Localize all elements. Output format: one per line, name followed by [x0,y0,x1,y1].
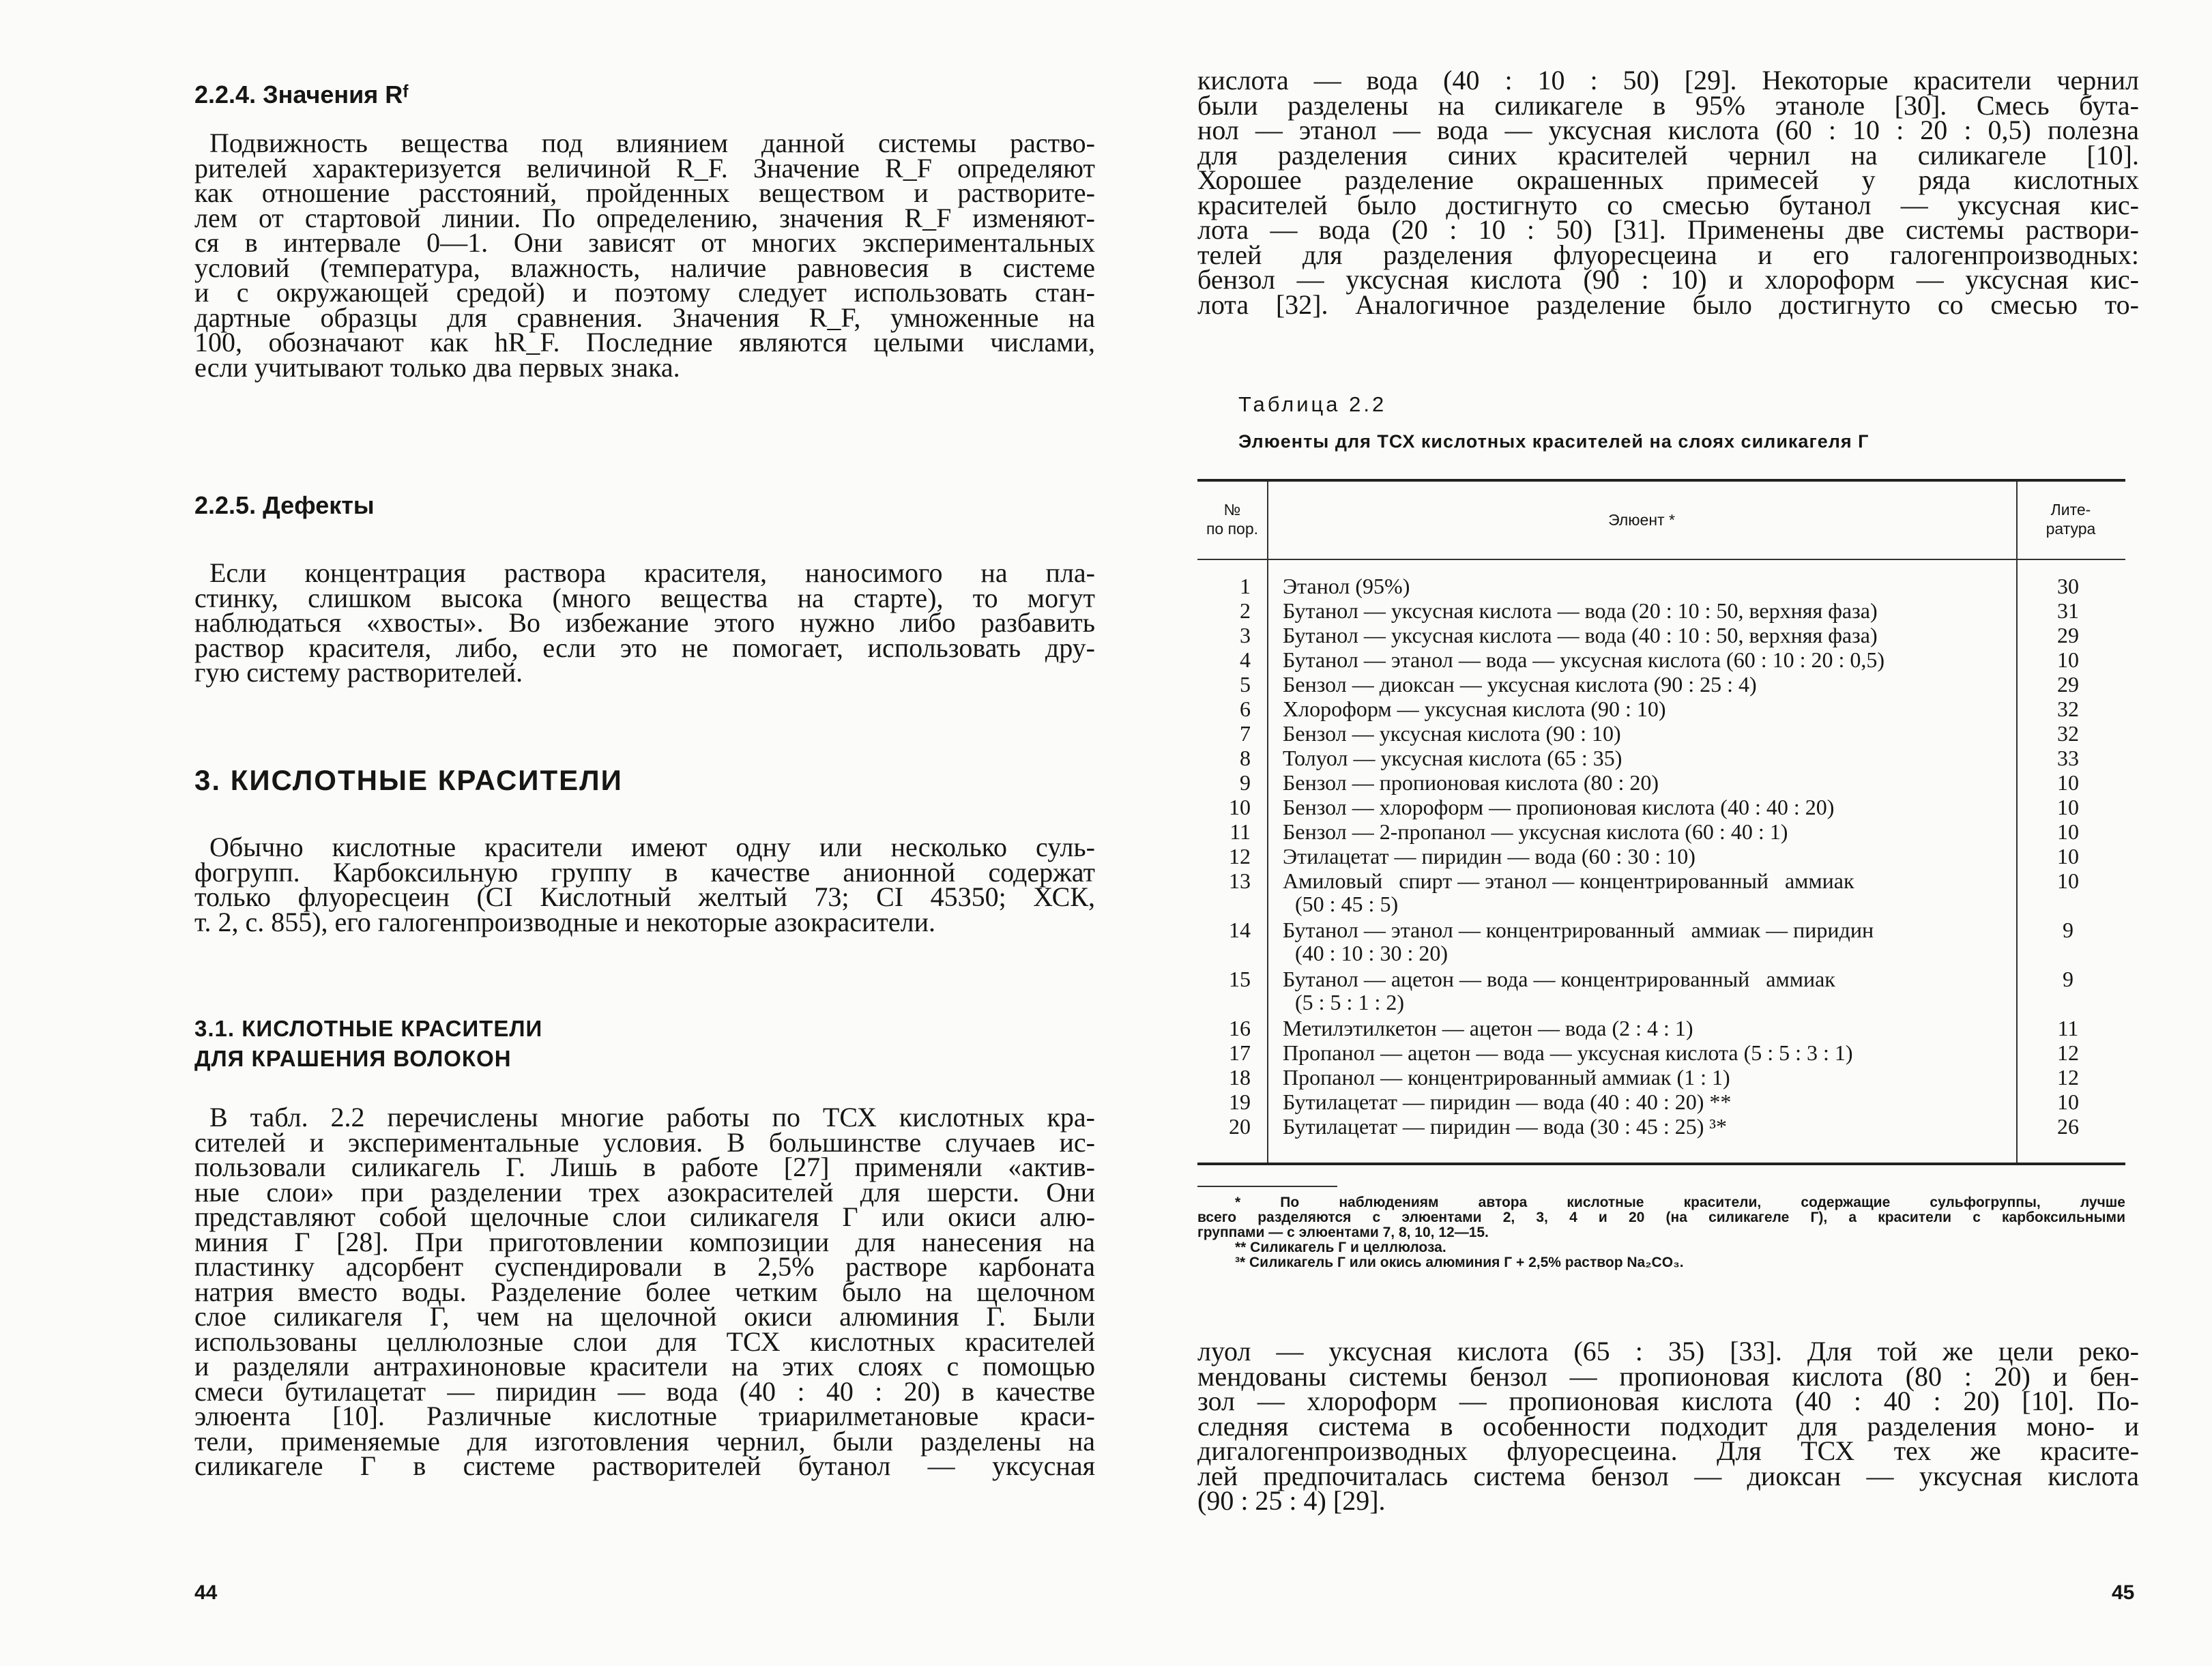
row-number: 7 [1240,721,1251,746]
text-line: гую систему растворителей. [194,657,523,688]
text-line: кислота — вода (40 : 10 : 50) [29]. Некоторые красители чернил [1197,65,2139,96]
row-number: 4 [1240,647,1251,672]
row-eluent-line-1: Этанол (95%) [1283,574,1410,598]
right-top-text [1197,65,2139,320]
table-col-divider-2 [2016,482,2018,1163]
text-line: лота [32]. Аналогичное разделение было достигнуто со смесью то- [1197,289,2139,320]
row-number: 20 [1229,1114,1251,1139]
row-eluent [1283,1017,1985,1040]
text-line: смеси бутилацетат — пиридин — вода (40 : 40 : 20) в качестве [194,1375,1095,1407]
row-number: 12 [1229,844,1251,868]
row-eluent [1283,624,1985,647]
header-number-line-2: по пор. [1206,520,1259,538]
header-reference-line-1: Лите- [2050,501,2091,518]
row-eluent-line-1: Бензол — пропионовая кислота (80 : 20) [1283,770,1659,795]
row-reference: 32 [2057,697,2079,721]
left-page [194,0,1095,1666]
header-reference [2016,500,2125,538]
row-eluent [1283,820,1985,843]
chapter-3-text [194,832,1095,937]
row-reference: 9 [2063,918,2073,942]
row-eluent [1283,746,1985,770]
row-eluent [1283,795,1985,819]
section-2-2-4-title: 2.2.4. Значения Rᶠ [194,81,409,108]
text-line: наблюдаться «хвосты». Во избежание этого нужно либо разбавить [194,607,1095,638]
header-eluent: Элюент * [1608,511,1675,529]
text-line: рителей характеризуется величиной R_F. Значение R_F определяют [194,152,1095,184]
text-line: В табл. 2.2 перечислены многие работы по ТСХ кислотных кра- [209,1102,1095,1132]
table-col-divider-1 [1267,482,1268,1163]
text-line: пользовали силикагель Г. Лишь в работе [27] применяли «актив- [194,1152,1095,1182]
section-2-2-4-text [194,128,1095,383]
text-line: телей для разделения флуоресцеина и его галогенпроизводных: [1197,239,2139,270]
row-eluent-line-1: Хлороформ — уксусная кислота (90 : 10) [1283,697,1666,721]
row-number: 16 [1229,1016,1251,1040]
text-line: раствор красителя, либо, если это не помогает, использовать дру- [194,632,1095,663]
right-page [1197,0,2139,1666]
text-line: миния Г [28]. При приготовлении композиции для нанесения на [194,1226,1095,1257]
text-line: Хорошее разделение окрашенных примесей у ряда кислотных [1197,164,2139,195]
row-number: 5 [1240,672,1251,697]
row-eluent [1283,648,1985,671]
text-line: и разделяли антрахиноновые красители на этих слоях с помощью [194,1351,1095,1382]
text-line: (90 : 25 : 4) [29]. [1197,1485,1386,1516]
section-2-2-5-text [194,557,1095,688]
text-line: были разделены на силикагеле в 95% этаноле [30]. Смесь бута- [1197,89,2139,121]
row-number: 8 [1240,746,1251,770]
row-number: 14 [1229,918,1251,942]
row-eluent [1283,869,1985,916]
row-reference: 10 [2057,795,2079,819]
row-eluent-line-1: Бутанол — уксусная кислота — вода (20 : 10 : 50, верхняя фаза) [1283,598,1878,623]
text-line: зол — хлороформ — пропионовая кислота (40 : 40 : 20) [10]. По- [1197,1386,2139,1416]
row-eluent-line-2: (5 : 5 : 1 : 2) [1295,990,1404,1014]
row-number: 13 [1229,868,1251,893]
text-line: силикагеле Г в системе растворителей бутанол — уксусная [194,1450,1095,1481]
row-eluent-line-1: Бензол — хлороформ — пропионовая кислота (40 : 40 : 20) [1283,795,1835,819]
row-eluent-line-1: Бутилацетат — пиридин — вода (40 : 40 : 20) ** [1283,1090,1732,1114]
row-eluent [1283,845,1985,868]
table-header-rule [1197,559,2125,560]
row-eluent [1283,1041,1985,1064]
row-reference: 10 [2057,819,2079,844]
row-eluent-line-1: Бутанол — этанол — концентрированный аммиак — пиридин [1283,918,1874,942]
row-reference: 10 [2057,1090,2079,1114]
text-line: только флуоресцеин (CI Кислотный желтый 73; CI 45350; ХСК, [194,881,1095,912]
text-line: луол — уксусная кислота (65 : 35) [33]. Для той же цели реко- [1197,1336,2139,1367]
section-3-1-title [194,1014,542,1074]
row-reference: 10 [2057,647,2079,672]
text-line: натрия вместо воды. Разделение более четким было на щелочном [194,1276,1095,1307]
section-2-2-5-title: 2.2.5. Дефекты [194,491,375,519]
text-line: условий (температура, влажность, наличие равновесия в системе [194,252,1095,283]
row-eluent-line-2: (40 : 10 : 30 : 20) [1295,941,1448,965]
row-reference: 10 [2057,770,2079,795]
row-reference: 29 [2057,623,2079,647]
row-reference: 10 [2057,844,2079,868]
row-eluent [1283,771,1985,794]
row-eluent [1283,967,1985,1014]
row-eluent-line-1: Толуол — уксусная кислота (65 : 35) [1283,746,1622,770]
row-reference: 10 [2057,868,2079,893]
row-eluent-line-1: Бутанол — уксусная кислота — вода (40 : 10 : 50, верхняя фаза) [1283,623,1878,647]
row-eluent [1283,1115,1985,1138]
row-number: 1 [1240,574,1251,598]
section-3-1-title-line-1: 3.1. КИСЛОТНЫЕ КРАСИТЕЛИ [194,1016,543,1041]
row-number: 18 [1229,1065,1251,1090]
row-eluent [1283,918,1985,965]
text-line: ные слои» при разделении трех азокрасителей для шерсти. Они [194,1176,1095,1208]
row-eluent-line-1: Амиловый спирт — этанол — концентрированный аммиак [1283,868,1854,893]
text-line: если учитывают только два первых знака. [194,351,680,383]
text-line: мендованы системы бензол — пропионовая кислота (80 : 20) и бен- [1197,1360,2139,1392]
row-eluent-line-1: Бутанол — ацетон — вода — концентрированный аммиак [1283,967,1835,991]
table-note: * По наблюдениям автора кислотные красители, содержащие сульфогруппы, лучше [1235,1195,2125,1210]
chapter-3-title: 3. КИСЛОТНЫЕ КРАСИТЕЛИ [194,764,623,796]
text-line: лота — вода (20 : 10 : 50) [31]. Применены две системы раствори- [1197,214,2139,245]
row-reference: 9 [2063,967,2073,991]
row-number: 15 [1229,967,1251,991]
table-notes [1197,1195,2125,1270]
row-reference: 11 [2057,1016,2079,1040]
row-number: 10 [1229,795,1251,819]
text-line: дигалогенпроизводных флуоресцеина. Для ТСХ тех же красите- [1197,1435,2139,1466]
text-line: Обычно кислотные красители имеют одну или несколько суль- [209,832,1095,862]
text-line: бензол — уксусная кислота (90 : 10) и хлороформ — уксусная кис- [1197,264,2139,295]
text-line: ся в интервале 0—1. Они зависят от многих экспериментальных [194,227,1095,258]
text-line: лей предпочиталась система бензол — диоксан — уксусная кислота [1197,1460,2139,1491]
header-reference-line-2: ратура [2046,520,2096,538]
row-number: 9 [1240,770,1251,795]
row-number: 17 [1229,1040,1251,1065]
text-line: следняя система в особенности подходит для разделения моно- и [1197,1410,2139,1442]
table-note: ³* Силикагель Г или окись алюминия Г + 2,5% раствор Na₂CO₃. [1235,1255,1684,1270]
header-number [1197,500,1267,538]
text-line: 100, обозначают как hR_F. Последние являются целыми числами, [194,327,1095,357]
row-reference: 33 [2057,746,2079,770]
page-number-left: 44 [194,1581,218,1604]
table-note: всего разделяются с элюентами 2, 3, 4 и 20 (на силикагеле Г), а красители с карбоксильными [1197,1210,2125,1225]
text-line: Подвижность вещества под влиянием данной системы раство- [209,128,1095,158]
table-title: Элюенты для ТСХ кислотных красителей на слоях силикагеля Г [1238,431,1869,452]
text-line: дартные образцы для сравнения. Значения R_F, умноженные на [194,302,1095,333]
text-line: т. 2, с. 855), его галогенпроизводные и некоторые азокрасители. [194,906,935,937]
row-reference: 12 [2057,1040,2079,1065]
section-3-1-title-line-2: ДЛЯ КРАШЕНИЯ ВОЛОКОН [194,1046,512,1071]
table-note: группами — с элюентами 7, 8, 10, 12—15. [1197,1225,1489,1240]
text-line: слое силикагеля Г, чем на щелочной окиси алюминия Г. Были [194,1301,1095,1332]
text-line: представляют собой щелочные слои силикагеля Г или окиси алю- [194,1201,1095,1232]
notes-rule [1197,1186,1337,1187]
row-reference: 30 [2057,574,2079,598]
table-note: ** Силикагель Г и целлюлоза. [1235,1240,1446,1255]
row-number: 6 [1240,697,1251,721]
row-reference: 12 [2057,1065,2079,1090]
row-number: 11 [1229,819,1251,844]
text-line: лем от стартовой линии. По определению, значения R_F изменяют- [194,202,1095,233]
text-line: использованы целлюлозные слои для ТСХ кислотных красителей [194,1326,1095,1357]
row-number: 2 [1240,598,1251,623]
row-eluent-line-1: Пропанол — концентрированный аммиак (1 : 1) [1283,1065,1730,1090]
row-eluent-line-1: Бутанол — этанол — вода — уксусная кислота (60 : 10 : 20 : 0,5) [1283,647,1885,672]
row-eluent [1283,673,1985,696]
row-eluent-line-2: (50 : 45 : 5) [1295,892,1399,916]
row-reference: 29 [2057,672,2079,697]
row-eluent [1283,1090,1985,1113]
right-bottom-text [1197,1336,2139,1516]
text-line: элюента [10]. Различные кислотные триарилметановые краси- [194,1401,1095,1431]
eluent-table [1197,479,2125,1165]
text-line: сителей и экспериментальные условия. В большинстве случаев ис- [194,1126,1095,1158]
row-eluent [1283,1066,1985,1089]
row-eluent-line-1: Бензол — уксусная кислота (90 : 10) [1283,721,1621,746]
text-line: фогрупп. Карбоксильную группу в качестве анионной содержат [194,856,1095,888]
row-reference: 26 [2057,1114,2079,1139]
row-eluent-line-1: Этилацетат — пиридин — вода (60 : 30 : 10) [1283,844,1696,868]
row-number: 3 [1240,623,1251,647]
text-line: пластинку адсорбент суспендировали в 2,5% растворе карбоната [194,1251,1095,1282]
row-number: 19 [1229,1090,1251,1114]
row-reference: 31 [2057,598,2079,623]
page-number-right: 45 [2112,1581,2135,1604]
row-eluent-line-1: Бензол — 2-пропанол — уксусная кислота (60 : 40 : 1) [1283,819,1788,844]
section-3-1-text [194,1102,1095,1481]
row-eluent-line-1: Бутилацетат — пиридин — вода (30 : 45 : 25) ³* [1283,1114,1727,1139]
text-line: Если концентрация раствора красителя, наносимого на пла- [209,557,1095,588]
text-line: тели, применяемые для изготовления чернил, были разделены на [194,1425,1095,1457]
text-line: нол — этанол — вода — уксусная кислота (60 : 10 : 20 : 0,5) полезна [1197,115,2139,145]
row-reference: 32 [2057,721,2079,746]
header-number-line-1: № [1223,501,1241,518]
row-eluent [1283,599,1985,622]
text-line: красителей было достигнуто со смесью бутанол — уксусная кис- [1197,189,2139,220]
row-eluent [1283,697,1985,720]
row-eluent [1283,722,1985,745]
text-line: стинку, слишком высока (много вещества на старте), то могут [194,582,1095,613]
row-eluent-line-1: Метилэтилкетон — ацетон — вода (2 : 4 : 1) [1283,1016,1693,1040]
row-eluent-line-1: Пропанол — ацетон — вода — уксусная кислота (5 : 5 : 3 : 1) [1283,1040,1853,1065]
row-eluent-line-1: Бензол — диоксан — уксусная кислота (90 : 25 : 4) [1283,672,1757,697]
table-caption: Таблица 2.2 [1238,392,1387,416]
text-line: как отношение расстояний, пройденных веществом и растворите- [194,177,1095,208]
text-line: и с окружающей средой) и поэтому следует использовать стан- [194,277,1095,308]
text-line: для разделения синих красителей чернил на силикагеле [10]. [1197,139,2139,171]
row-eluent [1283,574,1985,598]
